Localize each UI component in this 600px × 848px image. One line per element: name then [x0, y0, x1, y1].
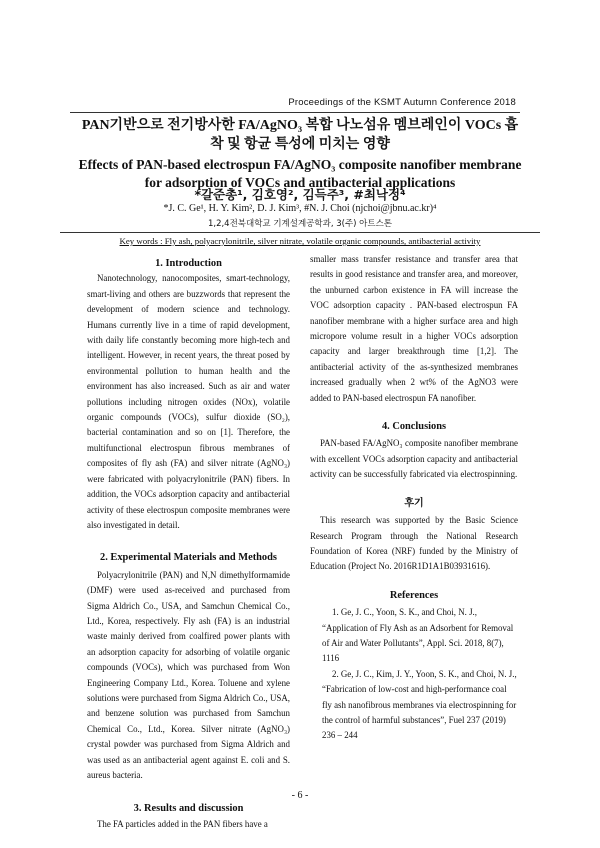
acknowledgement-paragraph: This research was supported by the Basic Science Research Program through the National Research Foundation of Korea (NRF) funded by the Ministry of Education (Project No. 2016R1D1A1B03931616).	[310, 515, 518, 572]
methods-heading: 2. Experimental Materials and Methods	[100, 552, 277, 564]
korean-title-line-2: 착 및 항균 특성에 미치는 영향	[210, 137, 390, 152]
conclusions-heading: 4. Conclusions	[381, 421, 447, 433]
results-heading: 3. Results and discussion	[133, 803, 244, 815]
results-continuation: smaller mass transfer resistance and transfer area that results in good resistance and transfer area, and moreover, the unburned carbon existence in FA will increase the VOC adsorption capacity . PAN-based electrospun FA nanofiber membrane with a higher surface area and high micropore volume result in a higher VOCs adsorption capacity and larger breakthrough time [1,2]. The antibacterial activity of the as-synthesized membranes increased gradually when 2 wt% of the AgNO3 were added to PAN-based electrospun FA nanofiber.	[310, 254, 518, 403]
proceedings-header: Proceedings of the KSMT Autumn Conference 2018	[288, 97, 516, 108]
authors-korean: *갈준총¹, 김호영², 김득주³, #최낙정⁴	[194, 187, 406, 202]
left-column	[87, 252, 290, 832]
references-heading: References	[389, 589, 439, 601]
acknowledgement-heading: 후기	[404, 497, 424, 509]
english-title-line-2: for adsorption of VOCs and antibacterial applications	[144, 175, 456, 190]
korean-title	[70, 116, 530, 154]
korean-title-line-1: PAN기반으로 전기방사한 FA/AgNO₃ 복합 나노섬유 멤브레인이 VOCs 흡	[81, 118, 519, 133]
methods-paragraph: Polyacrylonitrile (PAN) and N,N dimethylformamide (DMF) were used as-received and purchased from Sigma Aldrich Co., USA, and Samchun Chemical Co., Ltd., Korea, respectively. Fly ash (FA) is an industrial waste mainly derived from coalfired power plants with an adsorption capacity for adsorbing of volatile organic compounds (VOCs), which was purchased from Won Engineering Company Ltd., Korea. Toluene and xylene solutions were purchased from Sigma Aldrich Co., USA, and benzene solution was purchased from Samchun Chemical Co., Ltd., Korea. Silver nitrate (AgNO₃) crystal powder was purchased from Sigma Aldrich and was used as an antibacterial agent against E. coli and S. aureus bacteria.	[87, 569, 290, 780]
english-title-line-1: Effects of PAN-based electrospun FA/AgNO₃ composite nanofiber membrane	[78, 157, 522, 172]
keywords: Key words : Fly ash, polyacrylonitrile, silver nitrate, volatile organic compounds, antibacterial activity	[119, 236, 481, 246]
reference-item: 1. Ge, J. C., Yoon, S. K., and Choi, N. J., “Application of Fly Ash as an Adsorbent for Removal of Air and Water Pollutants”, Appl. Sci. 2018, 8(7), 1116	[322, 607, 514, 664]
introduction-heading: 1. Introduction	[155, 258, 222, 269]
introduction-paragraph: Nanotechnology, nanocomposites, smart-technology, smart-living and others are buzzwords that represent the development of modern science and technology. Humans currently live in a time of rapid development, with daily life constantly becoming more high-tech and intelligent. However, in recent years, the threat posed by environmental pollution to human health and the environment has also increased. Such as air and water pollutions including nitrogen oxides (NOx), volatile organic compounds (VOCs), sulfur dioxide (SO₂), bacterial contamination and so on [1]. Therefore, the multifunctional electrospun fibrous membranes of composites of fly ash (FA) and silver nitrate (AgNO₃) were fabricated with polyacrylonitrile (PAN) fibers. In addition, the VOCs adsorption capacity and antibacterial activity of these electrospun composite membranes were also investigated in detail.	[87, 273, 290, 530]
keywords-rule	[60, 232, 540, 233]
header-rule	[70, 112, 520, 113]
affiliation: 1,2,4전북대학교 기계설계공학과, 3(주) 아트스톤	[207, 219, 393, 229]
authors-english: *J. C. Ge¹, H. Y. Kim², D. J. Kim³, #N. J. Choi (njchoi@jbnu.ac.kr)⁴	[163, 203, 437, 214]
reference-item: 2. Ge, J. C., Kim, J. Y., Yoon, S. K., and Choi, N. J., “Fabrication of low-cost and high-performance coal fly ash nanofibrous membranes via electrospinning for the control of harmful substances”, Fuel 237 (2019) 236 – 244	[322, 668, 517, 741]
conclusions-paragraph: PAN-based FA/AgNO₃ composite nanofiber membrane with excellent VOCs adsorption capacity and antibacterial activity can be successfully fabricated via electrospinning.	[310, 438, 518, 480]
right-column	[310, 252, 518, 744]
results-paragraph: The FA particles added in the PAN fibers have a	[97, 818, 268, 829]
page-number: - 6 -	[291, 790, 309, 801]
